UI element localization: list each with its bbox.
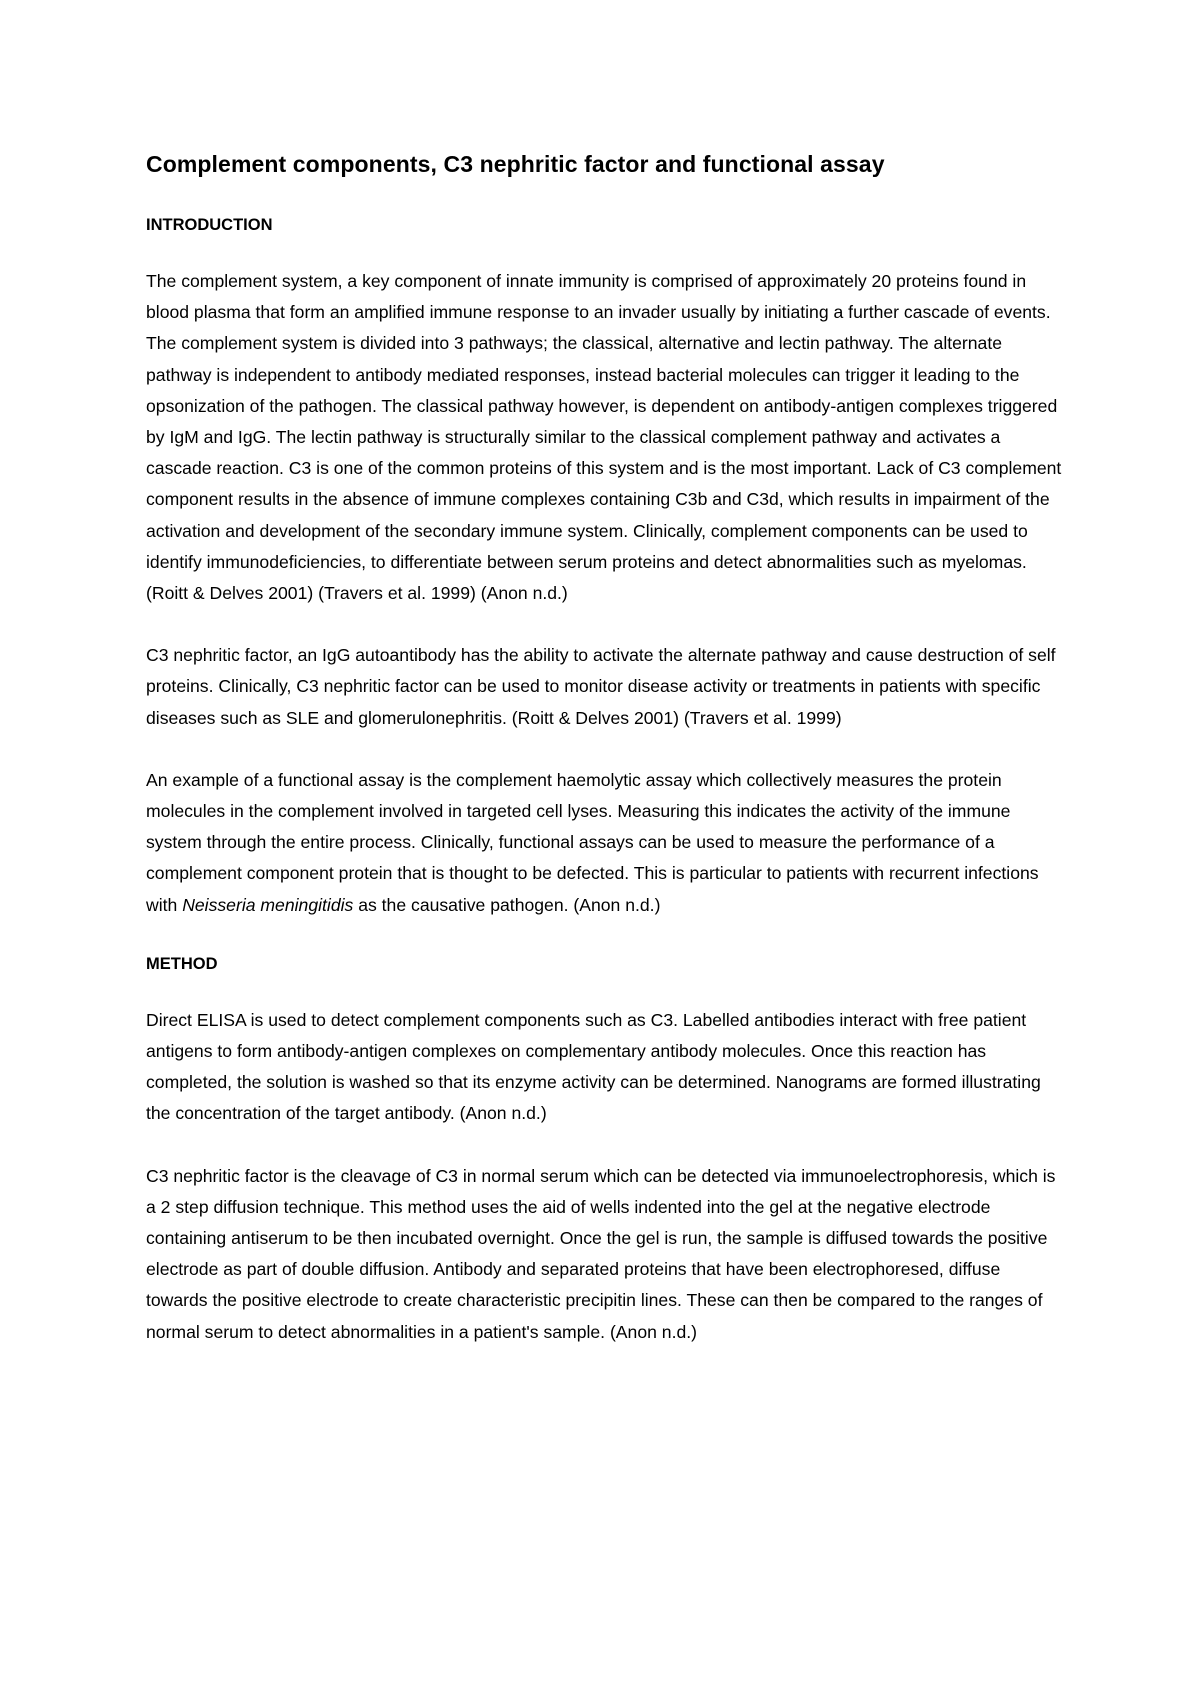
- document-content: [146, 148, 1066, 1379]
- method-paragraph-1: Direct ELISA is used to detect complement components such as C3. Labelled antibodies interact with free patient antigens to form antibody-antigen complexes on complementary antibody molecules. Once this reaction has completed, the solution is washed so that its enzyme activity can be determined. Nanograms are formed illustrating the concentration of the target antibody. (Anon n.d.): [146, 1009, 1041, 1124]
- intro-paragraph-3-text-after: as the causative pathogen. (Anon n.d.): [353, 894, 661, 915]
- intro-paragraph-3: [146, 765, 1066, 921]
- method-paragraph-2: C3 nephritic factor is the cleavage of C3 in normal serum which can be detected via immunoelectrophoresis, which is a 2 step diffusion technique. This method uses the aid of wells indented into the gel at the negative electrode containing antiserum to be then incubated overnight. Once the gel is run, the sample is diffused towards the positive electrode as part of double diffusion. Antibody and separated proteins that have been electrophoresed, diffuse towards the positive electrode to create characteristic precipitin lines. These can then be compared to the ranges of normal serum to detect abnormalities in a patient's sample. (Anon n.d.): [146, 1165, 1056, 1342]
- intro-paragraph-1: The complement system, a key component of innate immunity is comprised of approximately 20 proteins found in blood plasma that form an amplified immune response to an invader usually by initiating a further cascade of events. The complement system is divided into 3 pathways; the classical, alternative and lectin pathway. The alternate pathway is independent to antibody mediated responses, instead bacterial molecules can trigger it leading to the opsonization of the pathogen. The classical pathway however, is dependent on antibody-antigen complexes triggered by IgM and IgG. The lectin pathway is structurally similar to the classical complement pathway and activates a cascade reaction. C3 is one of the common proteins of this system and is the most important. Lack of C3 complement component results in the absence of immune complexes containing C3b and C3d, which results in impairment of the activation and development of the secondary immune system. Clinically, complement components can be used to identify immunodeficiencies, to differentiate between serum proteins and detect abnormalities such as myelomas. (Roitt & Delves 2001) (Travers et al. 1999) (Anon n.d.): [146, 271, 1062, 604]
- intro-paragraph-2: C3 nephritic factor, an IgG autoantibody has the ability to activate the alternate pathway and cause destruction of self proteins. Clinically, C3 nephritic factor can be used to monitor disease activity or treatments in patients with specific diseases such as SLE and glomerulonephritis. (Roitt & Delves 2001) (Travers et al. 1999): [146, 645, 1056, 728]
- section-heading-introduction: INTRODUCTION: [146, 216, 273, 234]
- section-heading-method: METHOD: [146, 954, 218, 973]
- organism-name-italic: Neisseria meningitidis: [182, 894, 354, 915]
- intro-paragraph-3-text-before: An example of a functional assay is the complement haemolytic assay which collectively measures the protein molecules in the complement involved in targeted cell lyses. Measuring this indicates the activity of the immune system through the entire process. Clinically, functional assays can be used to measure the performance of a complement component protein that is thought to be defected. This is particular to patients with recurrent infections with: [146, 769, 1039, 915]
- document-title: Complement components, C3 nephritic factor and functional assay: [146, 151, 885, 177]
